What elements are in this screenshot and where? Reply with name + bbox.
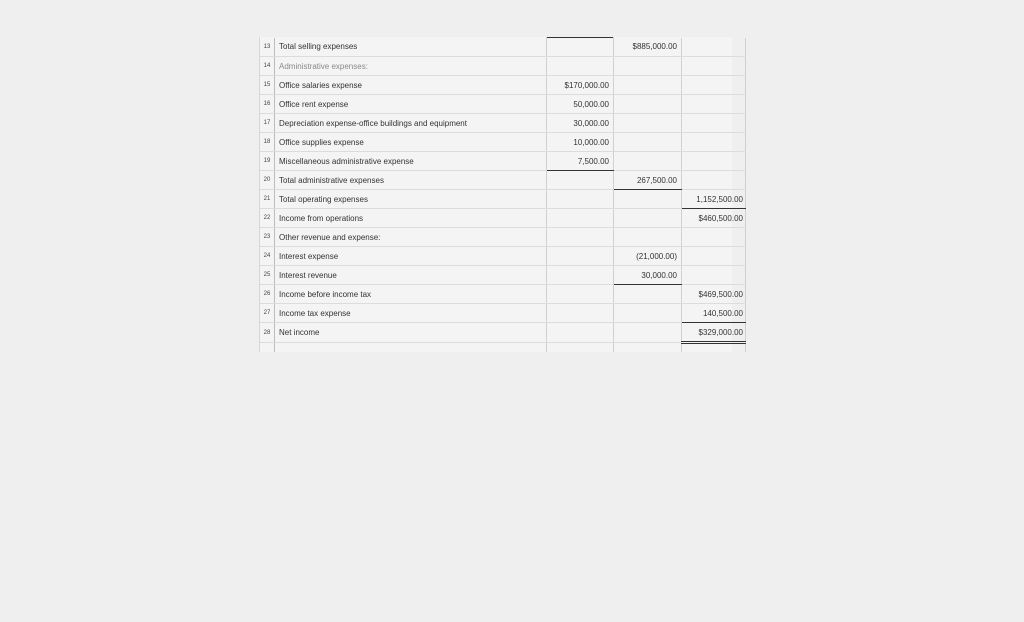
- table-row: [260, 247, 746, 266]
- table-row: [260, 190, 746, 209]
- row-number: 26: [260, 285, 275, 304]
- amount-col-2[interactable]: [614, 285, 682, 304]
- amount-col-3[interactable]: $460,500.00: [682, 209, 746, 228]
- row-number: 23: [260, 228, 275, 247]
- row-number: [260, 343, 275, 353]
- amount-col-2[interactable]: [614, 57, 682, 76]
- table-row: [260, 228, 746, 247]
- row-number: 14: [260, 57, 275, 76]
- amount-col-1[interactable]: [547, 190, 614, 209]
- amount-col-3[interactable]: [682, 114, 746, 133]
- row-label[interactable]: Total operating expenses: [275, 190, 547, 209]
- amount-col-2[interactable]: $885,000.00: [614, 38, 682, 57]
- amount-col-2[interactable]: [614, 114, 682, 133]
- table-row: [260, 266, 746, 285]
- amount-col-1: [547, 343, 614, 353]
- row-number: 16: [260, 95, 275, 114]
- amount-col-2[interactable]: [614, 209, 682, 228]
- amount-col-1[interactable]: [547, 209, 614, 228]
- amount-col-2[interactable]: [614, 323, 682, 343]
- row-number: 27: [260, 304, 275, 323]
- row-number: 17: [260, 114, 275, 133]
- table-row: [260, 133, 746, 152]
- table-row: [260, 323, 746, 343]
- row-number: 25: [260, 266, 275, 285]
- table-row: [260, 209, 746, 228]
- amount-col-1[interactable]: [547, 266, 614, 285]
- amount-col-3[interactable]: 140,500.00: [682, 304, 746, 323]
- amount-col-3: [682, 343, 746, 353]
- amount-col-3[interactable]: [682, 228, 746, 247]
- row-number: 18: [260, 133, 275, 152]
- row-label[interactable]: Office supplies expense: [275, 133, 547, 152]
- amount-col-1[interactable]: [547, 228, 614, 247]
- row-label[interactable]: Total selling expenses: [275, 38, 547, 57]
- row-number: 22: [260, 209, 275, 228]
- amount-col-2[interactable]: (21,000.00): [614, 247, 682, 266]
- amount-col-3[interactable]: [682, 133, 746, 152]
- row-label[interactable]: Office rent expense: [275, 95, 547, 114]
- amount-col-1[interactable]: 50,000.00: [547, 95, 614, 114]
- table-row: [260, 57, 746, 76]
- table-row: [260, 343, 746, 353]
- amount-col-1[interactable]: [547, 304, 614, 323]
- amount-col-3[interactable]: [682, 95, 746, 114]
- amount-col-3[interactable]: [682, 38, 746, 57]
- amount-col-3[interactable]: [682, 57, 746, 76]
- amount-col-2[interactable]: [614, 190, 682, 209]
- row-label[interactable]: Income before income tax: [275, 285, 547, 304]
- amount-col-3[interactable]: [682, 171, 746, 190]
- income-statement-table: [260, 37, 746, 352]
- row-label[interactable]: Total administrative expenses: [275, 171, 547, 190]
- amount-col-1[interactable]: [547, 323, 614, 343]
- row-number: 19: [260, 152, 275, 171]
- row-label[interactable]: Administrative expenses:: [275, 57, 547, 76]
- row-label[interactable]: Net income: [275, 323, 547, 343]
- amount-col-3[interactable]: [682, 247, 746, 266]
- amount-col-1[interactable]: 10,000.00: [547, 133, 614, 152]
- amount-col-1[interactable]: [547, 38, 614, 57]
- table-row: [260, 114, 746, 133]
- amount-col-2[interactable]: [614, 95, 682, 114]
- table-row: [260, 152, 746, 171]
- amount-col-1[interactable]: $170,000.00: [547, 76, 614, 95]
- amount-col-3[interactable]: [682, 152, 746, 171]
- table-row: [260, 95, 746, 114]
- amount-col-3[interactable]: $469,500.00: [682, 285, 746, 304]
- row-label[interactable]: Interest revenue: [275, 266, 547, 285]
- row-number: 15: [260, 76, 275, 95]
- amount-col-2[interactable]: 30,000.00: [614, 266, 682, 285]
- row-label[interactable]: Income from operations: [275, 209, 547, 228]
- amount-col-3[interactable]: $329,000.00: [682, 323, 746, 343]
- row-label[interactable]: Income tax expense: [275, 304, 547, 323]
- row-label[interactable]: Other revenue and expense:: [275, 228, 547, 247]
- amount-col-2[interactable]: [614, 304, 682, 323]
- amount-col-2[interactable]: 267,500.00: [614, 171, 682, 190]
- amount-col-1[interactable]: 30,000.00: [547, 114, 614, 133]
- row-label[interactable]: Office salaries expense: [275, 76, 547, 95]
- row-number: 20: [260, 171, 275, 190]
- amount-col-2: [614, 343, 682, 353]
- table-row: [260, 171, 746, 190]
- row-label: [275, 343, 547, 353]
- amount-col-2[interactable]: [614, 152, 682, 171]
- row-number: 21: [260, 190, 275, 209]
- amount-col-3[interactable]: 1,152,500.00: [682, 190, 746, 209]
- row-label[interactable]: Depreciation expense-office buildings and equipment: [275, 114, 547, 133]
- table-row: [260, 76, 746, 95]
- amount-col-2[interactable]: [614, 133, 682, 152]
- amount-col-2[interactable]: [614, 228, 682, 247]
- amount-col-1[interactable]: 7,500.00: [547, 152, 614, 171]
- amount-col-1[interactable]: [547, 57, 614, 76]
- table-row: [260, 304, 746, 323]
- amount-col-1[interactable]: [547, 285, 614, 304]
- amount-col-2[interactable]: [614, 76, 682, 95]
- table-row: [260, 38, 746, 57]
- row-number: 13: [260, 38, 275, 57]
- amount-col-3[interactable]: [682, 266, 746, 285]
- row-label[interactable]: Miscellaneous administrative expense: [275, 152, 547, 171]
- table-row: [260, 285, 746, 304]
- row-number: 24: [260, 247, 275, 266]
- amount-col-1[interactable]: [547, 171, 614, 190]
- income-statement-sheet: [259, 37, 743, 352]
- row-number: 28: [260, 323, 275, 343]
- amount-col-3[interactable]: [682, 76, 746, 95]
- row-label[interactable]: Interest expense: [275, 247, 547, 266]
- amount-col-1[interactable]: [547, 247, 614, 266]
